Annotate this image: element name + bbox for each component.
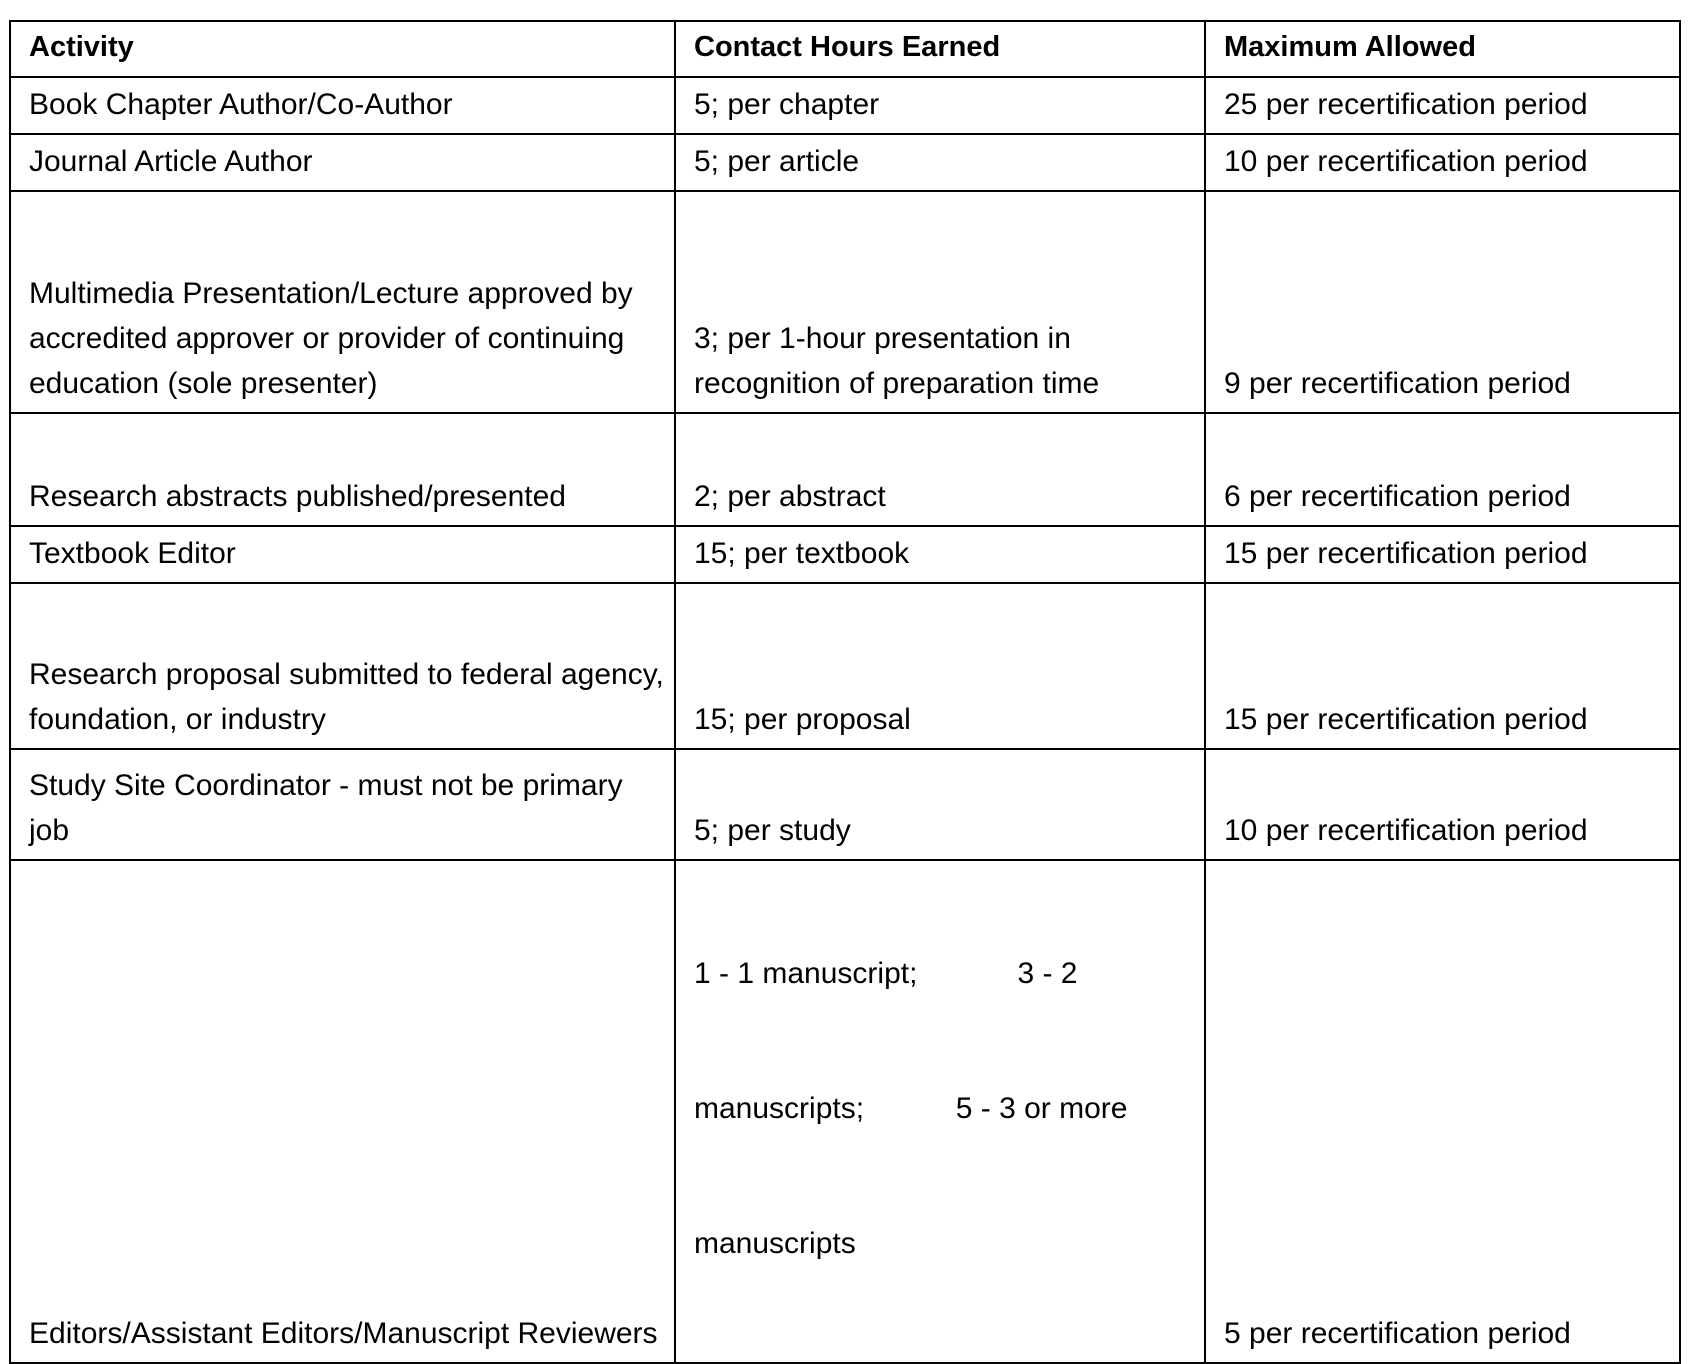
- cell-maximum: 5 per recertification period: [1205, 860, 1680, 1363]
- cell-maximum: 10 per recertification period: [1205, 749, 1680, 860]
- table-row: [10, 413, 1680, 526]
- manuscript-line: 1 - 1 manuscript; 3 - 2: [694, 957, 1078, 990]
- cell-maximum: 10 per recertification period: [1205, 134, 1680, 191]
- cell-contact-hours: 15; per proposal: [675, 583, 1205, 749]
- cell-activity: Research proposal submitted to federal agency, foundation, or industry: [10, 583, 675, 749]
- header-activity: Activity: [10, 21, 675, 77]
- contact-hours-table: [9, 20, 1681, 1364]
- table-row: [10, 583, 1680, 749]
- table-row: [10, 191, 1680, 413]
- cell-contact-hours: [675, 860, 1205, 1363]
- table-row: [10, 134, 1680, 191]
- cell-maximum: 15 per recertification period: [1205, 526, 1680, 583]
- cell-contact-hours: 5; per study: [675, 749, 1205, 860]
- table-row: [10, 77, 1680, 134]
- cell-contact-hours: 15; per textbook: [675, 526, 1205, 583]
- cell-activity: Study Site Coordinator - must not be primary job: [10, 749, 675, 860]
- cell-maximum: 9 per recertification period: [1205, 191, 1680, 413]
- table-row: [10, 526, 1680, 583]
- cell-activity: Research abstracts published/presented: [10, 413, 675, 526]
- cell-activity: Book Chapter Author/Co-Author: [10, 77, 675, 134]
- header-maximum-allowed: Maximum Allowed: [1205, 21, 1680, 77]
- cell-activity: Textbook Editor: [10, 526, 675, 583]
- cell-activity: Multimedia Presentation/Lecture approved by accredited approver or provider of continuing education (sole presenter): [10, 191, 675, 413]
- cell-activity: Journal Article Author: [10, 134, 675, 191]
- table-row: [10, 860, 1680, 1363]
- cell-activity: Editors/Assistant Editors/Manuscript Reviewers: [10, 860, 675, 1363]
- cell-maximum: 15 per recertification period: [1205, 583, 1680, 749]
- manuscript-line: manuscripts: [694, 1227, 856, 1260]
- cell-contact-hours: 5; per article: [675, 134, 1205, 191]
- cell-maximum: 25 per recertification period: [1205, 77, 1680, 134]
- manuscript-line: manuscripts; 5 - 3 or more: [694, 1092, 1128, 1125]
- cell-contact-hours: 5; per chapter: [675, 77, 1205, 134]
- table-row: [10, 749, 1680, 860]
- header-contact-hours: Contact Hours Earned: [675, 21, 1205, 77]
- cell-contact-hours: 2; per abstract: [675, 413, 1205, 526]
- cell-contact-hours: 3; per 1-hour presentation in recognition of preparation time: [675, 191, 1205, 413]
- cell-maximum: 6 per recertification period: [1205, 413, 1680, 526]
- table-header-row: [10, 21, 1680, 77]
